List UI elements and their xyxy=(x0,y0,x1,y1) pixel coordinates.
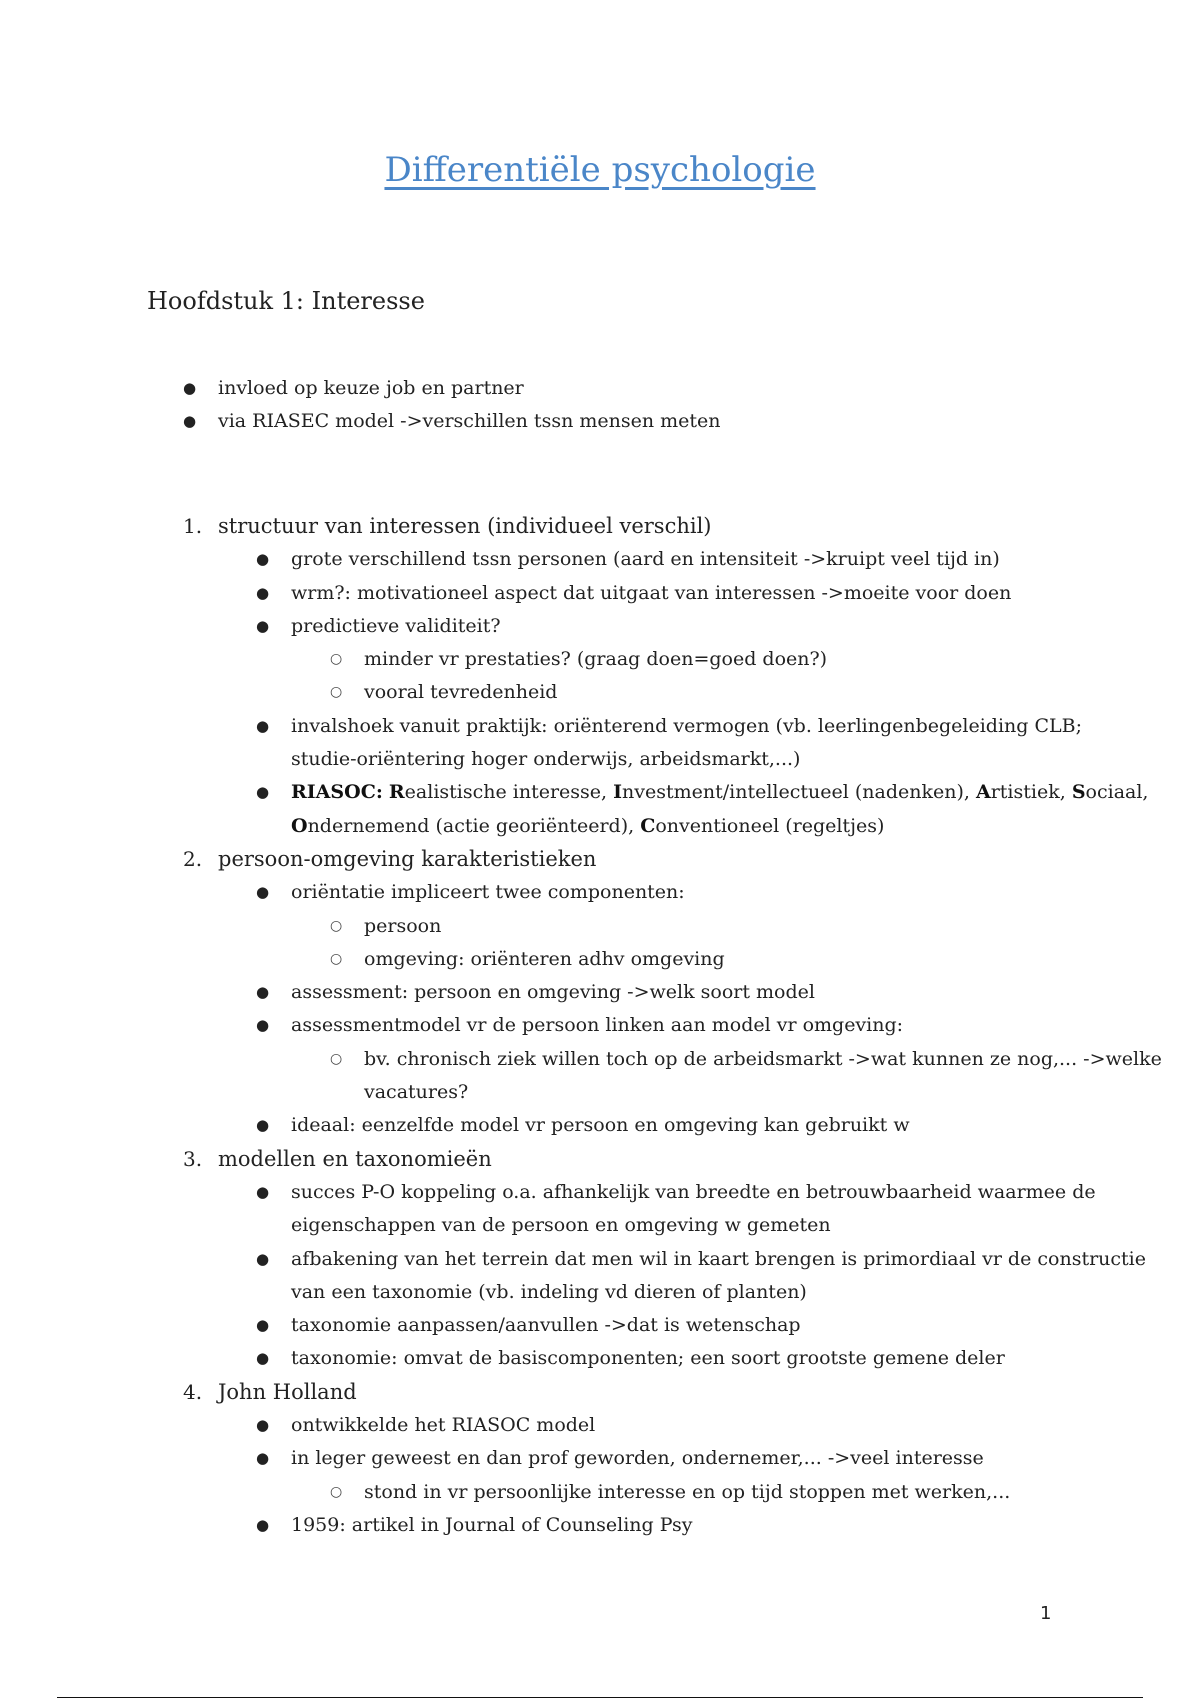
sub-bullet-marker: ○ xyxy=(330,651,343,668)
numbered-outline xyxy=(0,510,1200,1542)
riasoc-text: rtistiek, xyxy=(990,781,1072,804)
list-item-text: omgeving: oriënteren adhv omgeving xyxy=(364,947,725,970)
list-item xyxy=(0,610,1200,643)
bullet-marker: ● xyxy=(256,883,270,902)
section-heading xyxy=(0,1376,1200,1409)
riasoc-list-item xyxy=(0,776,1200,809)
list-item xyxy=(0,1176,1200,1209)
section-title: persoon-omgeving karakteristieken xyxy=(218,846,597,871)
list-item-text: in leger geweest en dan prof geworden, ondernemer,... ->veel interesse xyxy=(291,1447,984,1470)
footer-divider xyxy=(57,1697,1143,1698)
bullet-marker: ● xyxy=(256,1182,270,1201)
list-item-text: minder vr prestaties? (graag doen=goed doen?) xyxy=(364,648,828,671)
list-item xyxy=(0,1109,1200,1142)
list-item xyxy=(0,1009,1200,1042)
list-item xyxy=(0,1309,1200,1342)
list-item-text: predictieve validiteit? xyxy=(291,614,501,637)
bullet-marker: ● xyxy=(256,550,270,569)
sub-list-item xyxy=(0,943,1200,976)
bullet-marker: ● xyxy=(183,412,197,431)
list-item-text: eigenschappen van de persoon en omgeving w gemeten xyxy=(291,1214,831,1237)
intro-bullet-list xyxy=(0,372,1200,439)
list-item xyxy=(0,1442,1200,1475)
section-heading xyxy=(0,1143,1200,1176)
list-item-continuation xyxy=(0,743,1200,776)
list-item-text: persoon xyxy=(364,914,442,937)
list-item-text: ideaal: eenzelfde model vr persoon en omgeving kan gebruikt w xyxy=(291,1114,910,1137)
list-item xyxy=(0,405,1200,438)
list-item-text: via RIASEC model ->verschillen tssn mensen meten xyxy=(218,410,721,433)
list-item-text: vacatures? xyxy=(364,1081,469,1104)
list-item-continuation xyxy=(0,810,1200,843)
section-title: structuur van interessen (individueel verschil) xyxy=(218,514,712,538)
bullet-marker: ● xyxy=(256,1515,270,1534)
list-item-text: invloed op keuze job en partner xyxy=(218,377,524,399)
sub-list-item xyxy=(0,910,1200,943)
list-item xyxy=(0,710,1200,743)
list-item xyxy=(0,1509,1200,1542)
bullet-marker: ● xyxy=(256,1349,270,1368)
list-item-text: vooral tevredenheid xyxy=(364,681,558,704)
riasoc-letter-s: S xyxy=(1071,781,1086,804)
list-item xyxy=(0,1409,1200,1442)
section-number: 4. xyxy=(183,1379,203,1404)
sub-list-item xyxy=(0,676,1200,709)
bullet-marker: ● xyxy=(256,1416,270,1435)
riasoc-text: ociaal, xyxy=(1085,781,1149,804)
riasoc-definition-cont xyxy=(291,810,884,843)
riasoc-text: onventioneel (regeltjes) xyxy=(655,814,885,837)
bullet-marker: ● xyxy=(256,1116,270,1135)
bullet-marker: ● xyxy=(256,616,270,635)
sub-bullet-marker: ○ xyxy=(330,917,343,934)
list-item-text: van een taxonomie (vb. indeling vd dieren of planten) xyxy=(291,1280,807,1303)
list-item xyxy=(0,876,1200,909)
list-item-text: afbakening van het terrein dat men wil in kaart brengen is primordiaal vr de constructie xyxy=(291,1247,1146,1270)
list-item xyxy=(0,372,1200,405)
bullet-marker: ● xyxy=(256,1016,270,1035)
list-item-continuation xyxy=(0,1076,1200,1109)
bullet-marker: ● xyxy=(256,983,270,1002)
section-title: modellen en taxonomieën xyxy=(218,1146,492,1171)
riasoc-text: nvestment/intellectueel (nadenken), xyxy=(622,781,976,804)
list-item-text: invalshoek vanuit praktijk: oriënterend vermogen (vb. leerlingenbegeleiding CLB; xyxy=(291,714,1083,737)
section-heading xyxy=(0,843,1200,876)
list-item-text: 1959: artikel in Journal of Counseling Psy xyxy=(291,1513,693,1536)
document-title: Differentiële psychologie xyxy=(384,150,816,190)
list-item-text: succes P-O koppeling o.a. afhankelijk van breedte en betrouwbaarheid waarmee de xyxy=(291,1180,1096,1203)
riasoc-letter-r: R xyxy=(388,781,405,804)
sub-bullet-marker: ○ xyxy=(330,1050,343,1067)
riasoc-text: ealistische interesse, xyxy=(404,781,614,804)
riasoc-letter-o: O xyxy=(291,814,308,837)
list-item-text: studie-oriëntering hoger onderwijs, arbeidsmarkt,...) xyxy=(291,748,801,771)
riasoc-definition xyxy=(291,776,1148,809)
list-item xyxy=(0,1243,1200,1276)
sub-list-item xyxy=(0,1043,1200,1076)
riasoc-letter-c: C xyxy=(640,814,656,837)
section-number: 3. xyxy=(183,1146,203,1171)
section-heading xyxy=(0,510,1200,543)
riasoc-letter-i: I xyxy=(613,781,623,804)
section-title: John Holland xyxy=(218,1379,357,1404)
riasoc-label: RIASOC: xyxy=(291,781,383,804)
list-item xyxy=(0,1342,1200,1375)
chapter-heading: Hoofdstuk 1: Interesse xyxy=(147,287,425,315)
sub-list-item xyxy=(0,1476,1200,1509)
list-item-continuation xyxy=(0,1209,1200,1242)
riasoc-text: ndernemend (actie georiënteerd), xyxy=(307,814,641,837)
section-number: 1. xyxy=(183,514,203,538)
list-item xyxy=(0,543,1200,576)
bullet-marker: ● xyxy=(183,379,197,397)
bullet-marker: ● xyxy=(256,716,270,735)
sub-bullet-marker: ○ xyxy=(330,950,343,967)
riasoc-letter-a: A xyxy=(975,781,991,804)
list-item-text: taxonomie aanpassen/aanvullen ->dat is wetenschap xyxy=(291,1314,801,1337)
bullet-marker: ● xyxy=(256,1249,270,1268)
bullet-marker: ● xyxy=(256,1316,270,1335)
list-item-text: wrm?: motivationeel aspect dat uitgaat van interessen ->moeite voor doen xyxy=(291,581,1012,604)
bullet-marker: ● xyxy=(256,783,270,802)
page-number: 1 xyxy=(1040,1603,1052,1624)
list-item xyxy=(0,976,1200,1009)
list-item-text: stond in vr persoonlijke interesse en op tijd stoppen met werken,... xyxy=(364,1480,1011,1503)
list-item-text: bv. chronisch ziek willen toch op de arbeidsmarkt ->wat kunnen ze nog,... ->welke xyxy=(364,1047,1162,1070)
list-item-continuation xyxy=(0,1276,1200,1309)
list-item-text: assessment: persoon en omgeving ->welk soort model xyxy=(291,981,815,1004)
list-item-text: oriëntatie impliceert twee componenten: xyxy=(291,881,685,904)
list-item-text: taxonomie: omvat de basiscomponenten; een soort grootste gemene deler xyxy=(291,1347,1005,1370)
list-item-text: grote verschillend tssn personen (aard en intensiteit ->kruipt veel tijd in) xyxy=(291,548,1000,571)
list-item-text: ontwikkelde het RIASOC model xyxy=(291,1414,596,1437)
list-item-text: assessmentmodel vr de persoon linken aan model vr omgeving: xyxy=(291,1014,904,1037)
list-item xyxy=(0,577,1200,610)
sub-list-item xyxy=(0,643,1200,676)
sub-bullet-marker: ○ xyxy=(330,1483,343,1500)
bullet-marker: ● xyxy=(256,1449,270,1468)
sub-bullet-marker: ○ xyxy=(330,684,343,701)
bullet-marker: ● xyxy=(256,583,270,602)
section-number: 2. xyxy=(183,846,203,871)
